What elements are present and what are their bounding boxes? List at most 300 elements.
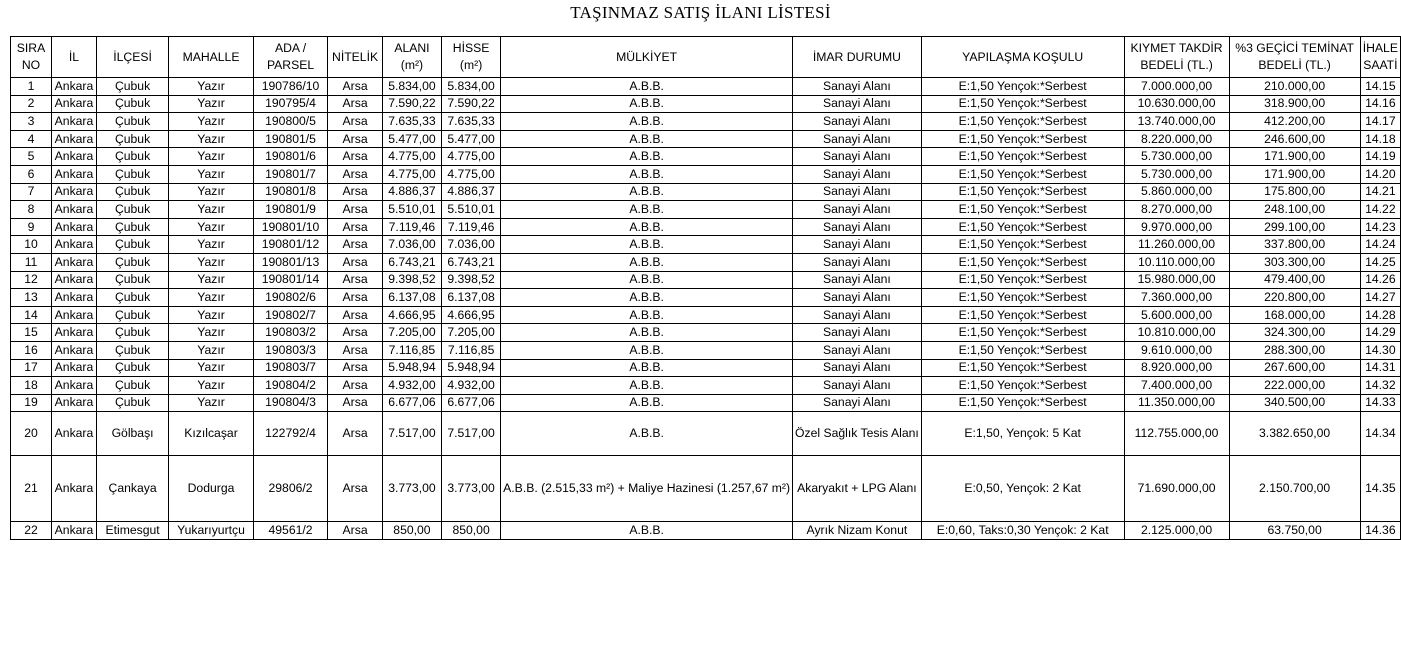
cell-hisse: 7.590,22 xyxy=(442,95,501,113)
cell-ilce: Gölbaşı xyxy=(96,412,168,456)
cell-ilce: Çubuk xyxy=(96,78,168,96)
cell-nitelik: Arsa xyxy=(328,183,383,201)
cell-gecici-teminat: 220.800,00 xyxy=(1229,289,1360,307)
cell-ilce: Çubuk xyxy=(96,394,168,412)
cell-mahalle: Yazır xyxy=(169,289,254,307)
cell-sira-no: 16 xyxy=(11,341,52,359)
cell-mahalle: Kızılcaşar xyxy=(169,412,254,456)
cell-il: Ankara xyxy=(52,456,97,522)
cell-yapilasma-kosulu: E:1,50 Yençok:*Serbest xyxy=(921,289,1124,307)
table-row xyxy=(11,306,1401,324)
col-header-kiymet: KIYMET TAKDİR BEDELİ (TL.) xyxy=(1124,37,1229,78)
cell-nitelik: Arsa xyxy=(328,113,383,131)
cell-imar-durumu: Sanayi Alanı xyxy=(793,324,922,342)
cell-kiymet-takdir: 5.860.000,00 xyxy=(1124,183,1229,201)
col-header-nitelik: NİTELİK xyxy=(328,37,383,78)
table-row xyxy=(11,522,1401,540)
cell-nitelik: Arsa xyxy=(328,341,383,359)
cell-il: Ankara xyxy=(52,341,97,359)
cell-ada-parsel: 190801/10 xyxy=(253,218,328,236)
cell-imar-durumu: Sanayi Alanı xyxy=(793,394,922,412)
cell-gecici-teminat: 168.000,00 xyxy=(1229,306,1360,324)
cell-ilce: Çubuk xyxy=(96,218,168,236)
cell-ihale-saati: 14.29 xyxy=(1360,324,1400,342)
cell-kiymet-takdir: 8.220.000,00 xyxy=(1124,130,1229,148)
cell-gecici-teminat: 303.300,00 xyxy=(1229,253,1360,271)
cell-nitelik: Arsa xyxy=(328,324,383,342)
cell-il: Ankara xyxy=(52,218,97,236)
cell-ihale-saati: 14.31 xyxy=(1360,359,1400,377)
cell-mahalle: Yazır xyxy=(169,130,254,148)
cell-kiymet-takdir: 71.690.000,00 xyxy=(1124,456,1229,522)
cell-ilce: Çubuk xyxy=(96,201,168,219)
cell-imar-durumu: Sanayi Alanı xyxy=(793,165,922,183)
cell-gecici-teminat: 479.400,00 xyxy=(1229,271,1360,289)
cell-mahalle: Yazır xyxy=(169,78,254,96)
cell-gecici-teminat: 246.600,00 xyxy=(1229,130,1360,148)
cell-yapilasma-kosulu: E:1,50 Yençok:*Serbest xyxy=(921,253,1124,271)
cell-ihale-saati: 14.32 xyxy=(1360,377,1400,395)
col-header-sira: SIRA NO xyxy=(11,37,52,78)
cell-ada-parsel: 190801/9 xyxy=(253,201,328,219)
cell-kiymet-takdir: 13.740.000,00 xyxy=(1124,113,1229,131)
cell-yapilasma-kosulu: E:1,50 Yençok:*Serbest xyxy=(921,148,1124,166)
cell-mulkiyet: A.B.B. xyxy=(501,113,793,131)
cell-ilce: Çubuk xyxy=(96,377,168,395)
col-header-mahalle: MAHALLE xyxy=(169,37,254,78)
cell-nitelik: Arsa xyxy=(328,412,383,456)
cell-imar-durumu: Sanayi Alanı xyxy=(793,377,922,395)
cell-imar-durumu: Sanayi Alanı xyxy=(793,306,922,324)
cell-kiymet-takdir: 5.730.000,00 xyxy=(1124,165,1229,183)
cell-ihale-saati: 14.17 xyxy=(1360,113,1400,131)
property-sale-table xyxy=(10,36,1401,540)
cell-sira-no: 10 xyxy=(11,236,52,254)
col-header-saat: İHALE SAATİ xyxy=(1360,37,1400,78)
cell-kiymet-takdir: 15.980.000,00 xyxy=(1124,271,1229,289)
cell-hisse: 5.477,00 xyxy=(442,130,501,148)
cell-ilce: Çubuk xyxy=(96,324,168,342)
cell-yapilasma-kosulu: E:1,50 Yençok:*Serbest xyxy=(921,394,1124,412)
cell-kiymet-takdir: 10.810.000,00 xyxy=(1124,324,1229,342)
cell-nitelik: Arsa xyxy=(328,148,383,166)
cell-yapilasma-kosulu: E:1,50 Yençok:*Serbest xyxy=(921,113,1124,131)
cell-sira-no: 22 xyxy=(11,522,52,540)
cell-mahalle: Yazır xyxy=(169,95,254,113)
cell-alani: 4.932,00 xyxy=(382,377,441,395)
page-title: TAŞINMAZ SATIŞ İLANI LİSTESİ xyxy=(570,3,831,22)
cell-ihale-saati: 14.16 xyxy=(1360,95,1400,113)
cell-ada-parsel: 190804/2 xyxy=(253,377,328,395)
cell-ada-parsel: 190801/12 xyxy=(253,236,328,254)
cell-hisse: 7.116,85 xyxy=(442,341,501,359)
cell-mulkiyet: A.B.B. xyxy=(501,394,793,412)
cell-ilce: Çubuk xyxy=(96,95,168,113)
col-header-teminat: %3 GEÇİCİ TEMİNAT BEDELİ (TL.) xyxy=(1229,37,1360,78)
cell-gecici-teminat: 63.750,00 xyxy=(1229,522,1360,540)
cell-il: Ankara xyxy=(52,95,97,113)
cell-yapilasma-kosulu: E:1,50 Yençok:*Serbest xyxy=(921,271,1124,289)
cell-il: Ankara xyxy=(52,394,97,412)
cell-il: Ankara xyxy=(52,130,97,148)
cell-mulkiyet: A.B.B. xyxy=(501,95,793,113)
col-header-ada-parsel: ADA / PARSEL xyxy=(253,37,328,78)
cell-sira-no: 13 xyxy=(11,289,52,307)
cell-mulkiyet: A.B.B. xyxy=(501,148,793,166)
cell-il: Ankara xyxy=(52,253,97,271)
cell-ihale-saati: 14.22 xyxy=(1360,201,1400,219)
cell-nitelik: Arsa xyxy=(328,236,383,254)
cell-mulkiyet: A.B.B. xyxy=(501,522,793,540)
cell-alani: 5.948,94 xyxy=(382,359,441,377)
cell-mahalle: Yazır xyxy=(169,148,254,166)
cell-nitelik: Arsa xyxy=(328,95,383,113)
cell-sira-no: 18 xyxy=(11,377,52,395)
cell-il: Ankara xyxy=(52,271,97,289)
cell-nitelik: Arsa xyxy=(328,165,383,183)
cell-kiymet-takdir: 10.110.000,00 xyxy=(1124,253,1229,271)
cell-hisse: 5.948,94 xyxy=(442,359,501,377)
cell-yapilasma-kosulu: E:1,50 Yençok:*Serbest xyxy=(921,201,1124,219)
table-row xyxy=(11,130,1401,148)
cell-il: Ankara xyxy=(52,522,97,540)
table-row xyxy=(11,341,1401,359)
cell-ilce: Çubuk xyxy=(96,289,168,307)
cell-kiymet-takdir: 7.400.000,00 xyxy=(1124,377,1229,395)
cell-hisse: 6.137,08 xyxy=(442,289,501,307)
cell-ihale-saati: 14.30 xyxy=(1360,341,1400,359)
cell-gecici-teminat: 3.382.650,00 xyxy=(1229,412,1360,456)
cell-sira-no: 9 xyxy=(11,218,52,236)
cell-il: Ankara xyxy=(52,201,97,219)
cell-sira-no: 12 xyxy=(11,271,52,289)
cell-gecici-teminat: 248.100,00 xyxy=(1229,201,1360,219)
cell-imar-durumu: Sanayi Alanı xyxy=(793,218,922,236)
cell-nitelik: Arsa xyxy=(328,359,383,377)
cell-ihale-saati: 14.15 xyxy=(1360,78,1400,96)
cell-ilce: Çubuk xyxy=(96,306,168,324)
cell-ihale-saati: 14.25 xyxy=(1360,253,1400,271)
cell-kiymet-takdir: 7.360.000,00 xyxy=(1124,289,1229,307)
col-header-yapilasma: YAPILAŞMA KOŞULU xyxy=(921,37,1124,78)
cell-nitelik: Arsa xyxy=(328,456,383,522)
cell-ada-parsel: 49561/2 xyxy=(253,522,328,540)
cell-ihale-saati: 14.23 xyxy=(1360,218,1400,236)
cell-mahalle: Yazır xyxy=(169,113,254,131)
cell-mahalle: Yazır xyxy=(169,218,254,236)
cell-yapilasma-kosulu: E:1,50 Yençok:*Serbest xyxy=(921,183,1124,201)
cell-mulkiyet: A.B.B. xyxy=(501,78,793,96)
cell-kiymet-takdir: 9.610.000,00 xyxy=(1124,341,1229,359)
table-row xyxy=(11,289,1401,307)
col-header-alani: ALANI (m²) xyxy=(382,37,441,78)
cell-alani: 5.510,01 xyxy=(382,201,441,219)
cell-il: Ankara xyxy=(52,306,97,324)
cell-mahalle: Yazır xyxy=(169,236,254,254)
cell-il: Ankara xyxy=(52,359,97,377)
cell-gecici-teminat: 340.500,00 xyxy=(1229,394,1360,412)
cell-gecici-teminat: 2.150.700,00 xyxy=(1229,456,1360,522)
cell-gecici-teminat: 175.800,00 xyxy=(1229,183,1360,201)
cell-yapilasma-kosulu: E:1,50 Yençok:*Serbest xyxy=(921,130,1124,148)
cell-ada-parsel: 190800/5 xyxy=(253,113,328,131)
cell-hisse: 4.666,95 xyxy=(442,306,501,324)
cell-il: Ankara xyxy=(52,289,97,307)
cell-mulkiyet: A.B.B. xyxy=(501,218,793,236)
cell-kiymet-takdir: 11.350.000,00 xyxy=(1124,394,1229,412)
cell-yapilasma-kosulu: E:1,50 Yençok:*Serbest xyxy=(921,236,1124,254)
table-row xyxy=(11,377,1401,395)
table-row xyxy=(11,236,1401,254)
cell-il: Ankara xyxy=(52,377,97,395)
cell-alani: 6.743,21 xyxy=(382,253,441,271)
col-header-hisse: HİSSE (m²) xyxy=(442,37,501,78)
cell-nitelik: Arsa xyxy=(328,218,383,236)
cell-mahalle: Yazır xyxy=(169,183,254,201)
cell-ihale-saati: 14.28 xyxy=(1360,306,1400,324)
cell-sira-no: 6 xyxy=(11,165,52,183)
cell-ihale-saati: 14.36 xyxy=(1360,522,1400,540)
table-row xyxy=(11,394,1401,412)
cell-yapilasma-kosulu: E:1,50, Yençok: 5 Kat xyxy=(921,412,1124,456)
cell-yapilasma-kosulu: E:1,50 Yençok:*Serbest xyxy=(921,324,1124,342)
table-row xyxy=(11,95,1401,113)
table-header xyxy=(11,37,1401,78)
cell-mulkiyet: A.B.B. xyxy=(501,236,793,254)
cell-imar-durumu: Sanayi Alanı xyxy=(793,183,922,201)
cell-sira-no: 14 xyxy=(11,306,52,324)
cell-gecici-teminat: 412.200,00 xyxy=(1229,113,1360,131)
cell-ada-parsel: 190801/13 xyxy=(253,253,328,271)
cell-gecici-teminat: 171.900,00 xyxy=(1229,165,1360,183)
cell-ada-parsel: 190802/6 xyxy=(253,289,328,307)
cell-hisse: 850,00 xyxy=(442,522,501,540)
cell-imar-durumu: Sanayi Alanı xyxy=(793,341,922,359)
cell-kiymet-takdir: 5.600.000,00 xyxy=(1124,306,1229,324)
cell-ada-parsel: 122792/4 xyxy=(253,412,328,456)
cell-imar-durumu: Sanayi Alanı xyxy=(793,113,922,131)
cell-ihale-saati: 14.21 xyxy=(1360,183,1400,201)
cell-imar-durumu: Sanayi Alanı xyxy=(793,271,922,289)
table-row xyxy=(11,359,1401,377)
cell-ilce: Çubuk xyxy=(96,148,168,166)
cell-sira-no: 4 xyxy=(11,130,52,148)
cell-yapilasma-kosulu: E:0,50, Yençok: 2 Kat xyxy=(921,456,1124,522)
cell-yapilasma-kosulu: E:1,50 Yençok:*Serbest xyxy=(921,78,1124,96)
cell-mahalle: Dodurga xyxy=(169,456,254,522)
cell-il: Ankara xyxy=(52,412,97,456)
col-header-mulkiyet: MÜLKİYET xyxy=(501,37,793,78)
cell-nitelik: Arsa xyxy=(328,253,383,271)
cell-gecici-teminat: 288.300,00 xyxy=(1229,341,1360,359)
table-row xyxy=(11,113,1401,131)
table-row xyxy=(11,271,1401,289)
cell-hisse: 7.517,00 xyxy=(442,412,501,456)
table-body xyxy=(11,78,1401,540)
cell-alani: 4.666,95 xyxy=(382,306,441,324)
cell-kiymet-takdir: 8.270.000,00 xyxy=(1124,201,1229,219)
cell-gecici-teminat: 267.600,00 xyxy=(1229,359,1360,377)
cell-nitelik: Arsa xyxy=(328,130,383,148)
cell-kiymet-takdir: 2.125.000,00 xyxy=(1124,522,1229,540)
table-row xyxy=(11,253,1401,271)
table-row xyxy=(11,165,1401,183)
cell-mulkiyet: A.B.B. xyxy=(501,183,793,201)
cell-alani: 5.834,00 xyxy=(382,78,441,96)
cell-hisse: 5.510,01 xyxy=(442,201,501,219)
cell-il: Ankara xyxy=(52,183,97,201)
cell-ihale-saati: 14.24 xyxy=(1360,236,1400,254)
cell-nitelik: Arsa xyxy=(328,78,383,96)
cell-nitelik: Arsa xyxy=(328,522,383,540)
cell-nitelik: Arsa xyxy=(328,306,383,324)
cell-sira-no: 11 xyxy=(11,253,52,271)
cell-kiymet-takdir: 112.755.000,00 xyxy=(1124,412,1229,456)
cell-ilce: Çubuk xyxy=(96,341,168,359)
col-header-il: İL xyxy=(52,37,97,78)
cell-ihale-saati: 14.33 xyxy=(1360,394,1400,412)
cell-hisse: 7.119,46 xyxy=(442,218,501,236)
cell-il: Ankara xyxy=(52,78,97,96)
cell-mahalle: Yazır xyxy=(169,271,254,289)
cell-mahalle: Yazır xyxy=(169,306,254,324)
cell-sira-no: 17 xyxy=(11,359,52,377)
cell-hisse: 3.773,00 xyxy=(442,456,501,522)
cell-ihale-saati: 14.35 xyxy=(1360,456,1400,522)
cell-imar-durumu: Sanayi Alanı xyxy=(793,130,922,148)
cell-ada-parsel: 190802/7 xyxy=(253,306,328,324)
cell-gecici-teminat: 222.000,00 xyxy=(1229,377,1360,395)
cell-il: Ankara xyxy=(52,324,97,342)
cell-ada-parsel: 190801/7 xyxy=(253,165,328,183)
cell-ilce: Çubuk xyxy=(96,113,168,131)
cell-alani: 7.635,33 xyxy=(382,113,441,131)
cell-nitelik: Arsa xyxy=(328,394,383,412)
cell-ada-parsel: 190803/7 xyxy=(253,359,328,377)
cell-ada-parsel: 190804/3 xyxy=(253,394,328,412)
cell-hisse: 7.635,33 xyxy=(442,113,501,131)
cell-ilce: Çubuk xyxy=(96,271,168,289)
cell-hisse: 4.886,37 xyxy=(442,183,501,201)
cell-mulkiyet: A.B.B. xyxy=(501,253,793,271)
cell-yapilasma-kosulu: E:1,50 Yençok:*Serbest xyxy=(921,165,1124,183)
cell-sira-no: 5 xyxy=(11,148,52,166)
cell-mulkiyet: A.B.B. xyxy=(501,341,793,359)
cell-ada-parsel: 190801/5 xyxy=(253,130,328,148)
cell-hisse: 6.677,06 xyxy=(442,394,501,412)
col-header-imar: İMAR DURUMU xyxy=(793,37,922,78)
cell-alani: 7.036,00 xyxy=(382,236,441,254)
cell-hisse: 7.036,00 xyxy=(442,236,501,254)
cell-gecici-teminat: 210.000,00 xyxy=(1229,78,1360,96)
cell-alani: 7.590,22 xyxy=(382,95,441,113)
cell-sira-no: 1 xyxy=(11,78,52,96)
table-row xyxy=(11,456,1401,522)
cell-alani: 5.477,00 xyxy=(382,130,441,148)
cell-imar-durumu: Ayrık Nizam Konut xyxy=(793,522,922,540)
cell-imar-durumu: Sanayi Alanı xyxy=(793,95,922,113)
cell-ilce: Çubuk xyxy=(96,165,168,183)
cell-ada-parsel: 29806/2 xyxy=(253,456,328,522)
cell-imar-durumu: Sanayi Alanı xyxy=(793,289,922,307)
cell-mahalle: Yazır xyxy=(169,165,254,183)
cell-hisse: 4.775,00 xyxy=(442,148,501,166)
cell-imar-durumu: Sanayi Alanı xyxy=(793,253,922,271)
cell-ilce: Çubuk xyxy=(96,130,168,148)
table-row xyxy=(11,218,1401,236)
cell-alani: 7.205,00 xyxy=(382,324,441,342)
cell-alani: 4.886,37 xyxy=(382,183,441,201)
cell-yapilasma-kosulu: E:1,50 Yençok:*Serbest xyxy=(921,341,1124,359)
cell-gecici-teminat: 299.100,00 xyxy=(1229,218,1360,236)
cell-alani: 850,00 xyxy=(382,522,441,540)
cell-mahalle: Yazır xyxy=(169,324,254,342)
cell-mulkiyet: A.B.B. xyxy=(501,359,793,377)
cell-hisse: 6.743,21 xyxy=(442,253,501,271)
cell-kiymet-takdir: 8.920.000,00 xyxy=(1124,359,1229,377)
cell-il: Ankara xyxy=(52,113,97,131)
cell-ilce: Etimesgut xyxy=(96,522,168,540)
table-row xyxy=(11,324,1401,342)
cell-ihale-saati: 14.20 xyxy=(1360,165,1400,183)
cell-mahalle: Yazır xyxy=(169,253,254,271)
cell-imar-durumu: Akaryakıt + LPG Alanı xyxy=(793,456,922,522)
cell-mulkiyet: A.B.B. xyxy=(501,289,793,307)
cell-alani: 3.773,00 xyxy=(382,456,441,522)
cell-ihale-saati: 14.19 xyxy=(1360,148,1400,166)
cell-gecici-teminat: 318.900,00 xyxy=(1229,95,1360,113)
cell-mulkiyet: A.B.B. (2.515,33 m²) + Maliye Hazinesi (1.257,67 m²) xyxy=(501,456,793,522)
cell-mulkiyet: A.B.B. xyxy=(501,165,793,183)
cell-alani: 4.775,00 xyxy=(382,165,441,183)
cell-sira-no: 21 xyxy=(11,456,52,522)
cell-ada-parsel: 190803/2 xyxy=(253,324,328,342)
cell-mulkiyet: A.B.B. xyxy=(501,377,793,395)
cell-sira-no: 8 xyxy=(11,201,52,219)
cell-kiymet-takdir: 5.730.000,00 xyxy=(1124,148,1229,166)
cell-il: Ankara xyxy=(52,148,97,166)
cell-imar-durumu: Sanayi Alanı xyxy=(793,359,922,377)
cell-ada-parsel: 190803/3 xyxy=(253,341,328,359)
cell-mulkiyet: A.B.B. xyxy=(501,306,793,324)
cell-imar-durumu: Sanayi Alanı xyxy=(793,201,922,219)
table-row xyxy=(11,78,1401,96)
cell-yapilasma-kosulu: E:1,50 Yençok:*Serbest xyxy=(921,377,1124,395)
cell-alani: 7.517,00 xyxy=(382,412,441,456)
cell-hisse: 5.834,00 xyxy=(442,78,501,96)
cell-alani: 6.137,08 xyxy=(382,289,441,307)
cell-yapilasma-kosulu: E:1,50 Yençok:*Serbest xyxy=(921,359,1124,377)
cell-ada-parsel: 190801/8 xyxy=(253,183,328,201)
cell-kiymet-takdir: 7.000.000,00 xyxy=(1124,78,1229,96)
table-row xyxy=(11,201,1401,219)
cell-ilce: Çubuk xyxy=(96,236,168,254)
cell-mulkiyet: A.B.B. xyxy=(501,201,793,219)
table-row xyxy=(11,412,1401,456)
cell-mulkiyet: A.B.B. xyxy=(501,412,793,456)
cell-mahalle: Yazır xyxy=(169,341,254,359)
cell-hisse: 4.775,00 xyxy=(442,165,501,183)
cell-gecici-teminat: 324.300,00 xyxy=(1229,324,1360,342)
cell-mulkiyet: A.B.B. xyxy=(501,271,793,289)
cell-alani: 7.119,46 xyxy=(382,218,441,236)
cell-sira-no: 2 xyxy=(11,95,52,113)
cell-mahalle: Yazır xyxy=(169,377,254,395)
cell-il: Ankara xyxy=(52,236,97,254)
cell-alani: 7.116,85 xyxy=(382,341,441,359)
cell-hisse: 4.932,00 xyxy=(442,377,501,395)
cell-alani: 6.677,06 xyxy=(382,394,441,412)
